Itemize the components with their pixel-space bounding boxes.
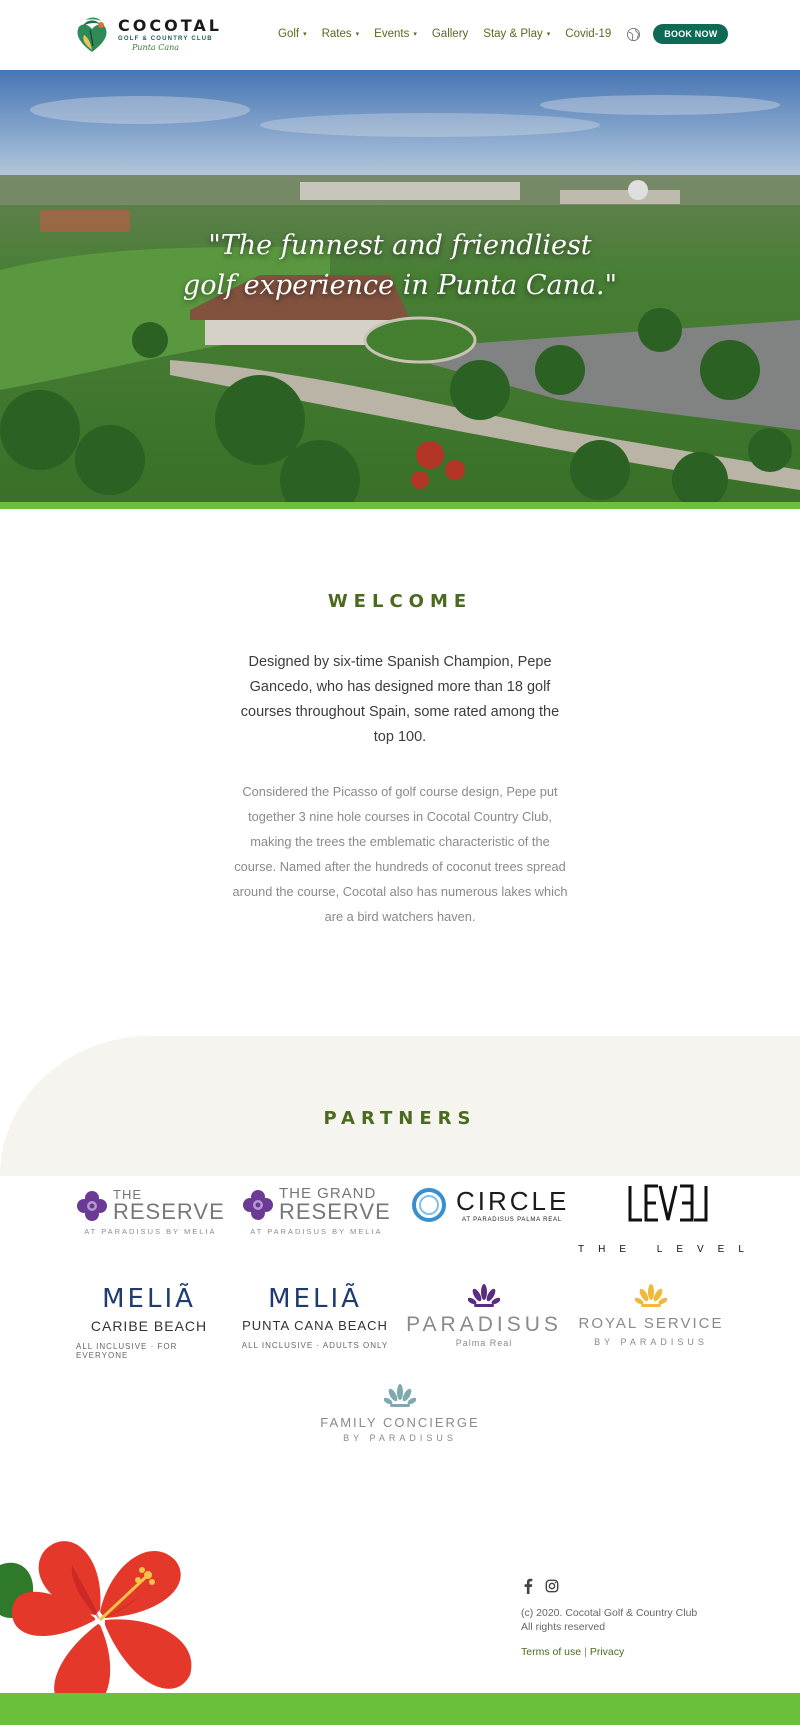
nav-item-label: Golf bbox=[278, 28, 300, 40]
hero-aerial-image bbox=[0, 70, 800, 502]
reserve-sub: AT PARADISUS BY MELIÁ bbox=[84, 1227, 217, 1236]
partner-logo-grand-reserve[interactable] bbox=[242, 1186, 391, 1236]
melia-caribe-big: MELIÃ bbox=[102, 1284, 196, 1314]
hibiscus-flower-image bbox=[0, 1520, 210, 1715]
partner-logo-the-level[interactable] bbox=[578, 1184, 758, 1255]
circle-text bbox=[456, 1185, 570, 1223]
royal-service-small: BY PARADISUS bbox=[594, 1337, 708, 1347]
royal-service-big: ROYAL SERVICE bbox=[578, 1315, 724, 1332]
hero-quote bbox=[0, 226, 800, 306]
hero-quote-line2: golf experience in Punta Cana." bbox=[182, 270, 618, 301]
brand-subtitle: GOLF & COUNTRY CLUB bbox=[118, 36, 213, 42]
welcome-lead-text: Designed by six-time Spanish Champion, Pepe Gancedo, who has designed more than 18 golf courses throughout Spain, some rated among the top 100. bbox=[240, 654, 560, 745]
footer-bar bbox=[0, 1693, 800, 1725]
partner-logo-family-concierge[interactable] bbox=[318, 1384, 482, 1443]
partners-background-band bbox=[0, 1036, 800, 1176]
grand-reserve-big: RESERVE bbox=[279, 1199, 391, 1224]
nav-item-label: Events bbox=[374, 28, 410, 40]
family-concierge-big: FAMILY CONCIERGE bbox=[320, 1415, 480, 1430]
grand-reserve-lockup bbox=[242, 1186, 391, 1223]
cocotal-logo[interactable] bbox=[74, 14, 234, 56]
nav-item-covid[interactable] bbox=[565, 28, 611, 40]
nav-item-label: Gallery bbox=[431, 28, 469, 40]
nav-item-events[interactable] bbox=[374, 28, 417, 40]
copyright-line1: (c) 2020. Cocotal Golf & Country Club bbox=[521, 1607, 698, 1619]
nav-item-stay-play[interactable] bbox=[483, 28, 550, 40]
purple-flower-icon bbox=[242, 1189, 274, 1221]
purple-flower-icon bbox=[76, 1190, 108, 1222]
brand-name: COCOTAL bbox=[118, 16, 222, 35]
logo-text bbox=[118, 18, 222, 52]
partners-title: PARTNERS bbox=[323, 1108, 477, 1129]
copyright-text bbox=[521, 1606, 697, 1634]
royal-service-flower-icon bbox=[635, 1284, 667, 1310]
chevron-down-icon: ▾ bbox=[546, 31, 551, 38]
nav-item-label: Covid-19 bbox=[565, 28, 612, 40]
welcome-title: WELCOME bbox=[327, 591, 473, 612]
nav-item-gallery[interactable] bbox=[432, 28, 468, 40]
globe-icon[interactable] bbox=[626, 27, 641, 42]
reserve-lockup bbox=[76, 1188, 225, 1223]
partner-logo-royal-service[interactable] bbox=[574, 1284, 728, 1347]
main-nav bbox=[278, 24, 728, 44]
partner-logo-melia-punta-cana[interactable] bbox=[240, 1286, 390, 1350]
book-now-button[interactable]: BOOK NOW bbox=[653, 24, 728, 44]
reserve-text bbox=[113, 1188, 225, 1223]
brand-script: Punta Cana bbox=[132, 43, 180, 52]
hero-divider bbox=[0, 502, 800, 509]
paradisus-flower-icon bbox=[468, 1284, 500, 1310]
chevron-down-icon: ▾ bbox=[355, 31, 360, 38]
facebook-icon[interactable] bbox=[521, 1578, 535, 1594]
partner-logo-melia-caribe[interactable] bbox=[76, 1286, 222, 1360]
reserve-small: THE bbox=[113, 1187, 142, 1202]
circle-lockup bbox=[410, 1186, 569, 1224]
partner-logo-circle[interactable] bbox=[410, 1186, 569, 1224]
privacy-link[interactable]: Privacy bbox=[589, 1646, 625, 1658]
melia-punta-big: MELIÃ bbox=[268, 1284, 362, 1314]
terms-link[interactable]: Terms of use bbox=[521, 1646, 582, 1658]
level-wordmark-icon bbox=[628, 1184, 708, 1224]
family-concierge-small: BY PARADISUS bbox=[343, 1433, 457, 1443]
melia-punta-mid: PUNTA CANA BEACH bbox=[242, 1318, 388, 1333]
circle-ring-icon bbox=[410, 1186, 448, 1224]
reserve-big: RESERVE bbox=[113, 1199, 225, 1224]
chevron-down-icon: ▾ bbox=[303, 31, 307, 38]
nav-item-label: Rates bbox=[321, 28, 352, 40]
footer-separator: | bbox=[584, 1646, 587, 1658]
paradisus-small: Palma Real bbox=[455, 1338, 513, 1348]
palm-heart-logo-icon bbox=[74, 16, 110, 54]
hero-quote-line1: "The funnest and friendliest bbox=[208, 230, 592, 261]
circle-big: CIRCLE bbox=[456, 1185, 570, 1216]
site-header bbox=[0, 0, 800, 70]
instagram-icon[interactable] bbox=[545, 1578, 559, 1594]
nav-item-golf[interactable] bbox=[278, 28, 307, 40]
partner-logo-paradisus[interactable] bbox=[408, 1284, 560, 1348]
melia-punta-small: ALL INCLUSIVE · ADULTS ONLY bbox=[241, 1341, 389, 1350]
melia-caribe-small: ALL INCLUSIVE · FOR EVERYONE bbox=[76, 1342, 178, 1360]
family-concierge-flower-icon bbox=[384, 1384, 416, 1410]
grand-reserve-small: THE GRAND bbox=[279, 1185, 377, 1202]
melia-caribe-mid: CARIBE BEACH bbox=[90, 1318, 208, 1334]
circle-sub: AT PARADISUS PALMA REAL bbox=[462, 1216, 562, 1223]
grand-reserve-sub: AT PARADISUS BY MELIA bbox=[250, 1227, 383, 1236]
grand-reserve-text bbox=[279, 1186, 391, 1223]
nav-item-rates[interactable] bbox=[322, 28, 360, 40]
footer-links bbox=[521, 1646, 624, 1658]
social-links bbox=[521, 1578, 559, 1594]
copyright-line2: All rights reserved bbox=[521, 1621, 606, 1633]
partner-logo-the-reserve[interactable] bbox=[76, 1188, 225, 1236]
level-sub: THE LEVEL bbox=[578, 1244, 758, 1255]
paradisus-big: PARADISUS bbox=[406, 1313, 562, 1336]
nav-item-label: Stay & Play bbox=[483, 28, 543, 40]
welcome-body-text: Considered the Picasso of golf course design, Pepe put together 3 nine hole courses in Cocotal Country Club, making the trees the emblematic characteristic of the course. Named after the hundreds of coconut trees spread around the course, Cocotal also has numerous lakes which are a bird watchers haven. bbox=[232, 784, 568, 924]
chevron-down-icon: ▾ bbox=[413, 31, 417, 38]
